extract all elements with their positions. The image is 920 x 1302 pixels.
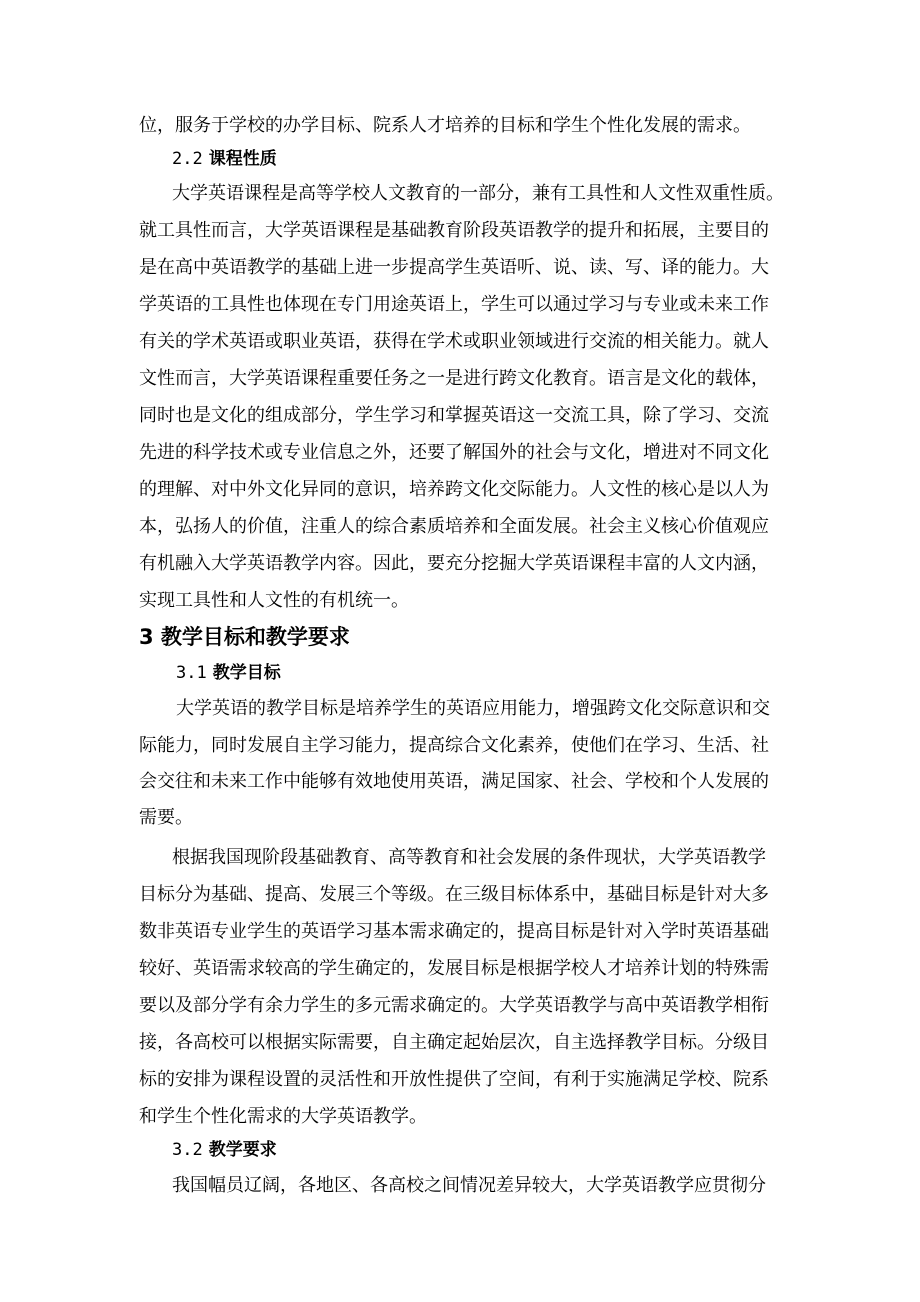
text-line: 目标分为基础、提高、发展三个等级。在三级目标体系中，基础目标是针对大多 bbox=[139, 884, 769, 905]
text-line: 先进的科学技术或专业信息之外，还要了解国外的社会与文化，增进对不同文化 bbox=[139, 442, 769, 463]
section-number: 2.2 bbox=[172, 149, 203, 169]
text-line: 位，服务于学校的办学目标、院系人才培养的目标和学生个性化发展的需求。 bbox=[139, 115, 751, 136]
text-line: 接，各高校可以根据实际需要，自主确定起始层次，自主选择教学目标。分级目 bbox=[139, 1032, 769, 1053]
text-line: 的理解、对中外文化异同的意识，培养跨文化交际能力。人文性的核心是以人为 bbox=[139, 479, 769, 500]
text-line: 学英语的工具性也体现在专门用途英语上，学生可以通过学习与专业或未来工作 bbox=[139, 294, 769, 315]
text-line: 较好、英语需求较高的学生确定的，发展目标是根据学校人才培养计划的特殊需 bbox=[139, 958, 769, 979]
text-line: 有关的学术英语或职业英语，获得在学术或职业领域进行交流的相关能力。就人 bbox=[139, 331, 769, 352]
text-line: 会交往和未来工作中能够有效地使用英语，满足国家、社会、学校和个人发展的 bbox=[139, 771, 769, 792]
text-line: 要以及部分学有余力学生的多元需求确定的。大学英语教学与高中英语教学相衔 bbox=[139, 995, 769, 1016]
text-line: 际能力，同时发展自主学习能力，提高综合文化素养，使他们在学习、生活、社 bbox=[139, 735, 769, 756]
section-title: 教学目标 bbox=[212, 663, 281, 683]
text-line: 同时也是文化的组成部分，学生学习和掌握英语这一交流工具，除了学习、交流 bbox=[139, 405, 769, 426]
text-line: 根据我国现阶段基础教育、高等教育和社会发展的条件现状，大学英语教学 bbox=[172, 847, 766, 868]
section-heading-3-2 bbox=[172, 1139, 277, 1161]
text-line: 大学英语的教学目标是培养学生的英语应用能力，增强跨文化交际意识和交 bbox=[176, 698, 770, 719]
text-line: 和学生个性化需求的大学英语教学。 bbox=[139, 1106, 427, 1127]
text-line: 标的安排为课程设置的灵活性和开放性提供了空间，有利于实施满足学校、院系 bbox=[139, 1069, 769, 1090]
text-line: 本，弘扬人的价值，注重人的综合素质培养和全面发展。社会主义核心价值观应 bbox=[139, 516, 769, 537]
text-line: 实现工具性和人文性的有机统一。 bbox=[139, 590, 409, 611]
text-line: 大学英语课程是高等学校人文教育的一部分，兼有工具性和人文性双重性质。 bbox=[172, 183, 784, 204]
text-line: 文性而言，大学英语课程重要任务之一是进行跨文化教育。语言是文化的载体， bbox=[139, 368, 769, 389]
text-line: 有机融入大学英语教学内容。因此，要充分挖掘大学英语课程丰富的人文内涵， bbox=[139, 553, 769, 574]
section-heading-3-1 bbox=[176, 662, 281, 684]
text-line: 数非英语专业学生的英语学习基本需求确定的，提高目标是针对入学时英语基础 bbox=[139, 921, 769, 942]
text-line: 需要。 bbox=[139, 807, 193, 828]
section-title: 教学要求 bbox=[208, 1140, 277, 1160]
text-line: 是在高中英语教学的基础上进一步提高学生英语听、说、读、写、译的能力。大 bbox=[139, 257, 769, 278]
text-line: 就工具性而言，大学英语课程是基础教育阶段英语教学的提升和拓展，主要目的 bbox=[139, 220, 769, 241]
text-line: 我国幅员辽阔，各地区、各高校之间情况差异较大，大学英语教学应贯彻分 bbox=[172, 1175, 766, 1196]
section-title: 课程性质 bbox=[208, 149, 277, 169]
section-number: 3.1 bbox=[176, 663, 207, 683]
section-number: 3.2 bbox=[172, 1140, 203, 1160]
section-heading-2-2 bbox=[172, 148, 277, 170]
section-heading-3: 3 教学目标和教学要求 bbox=[139, 625, 350, 649]
